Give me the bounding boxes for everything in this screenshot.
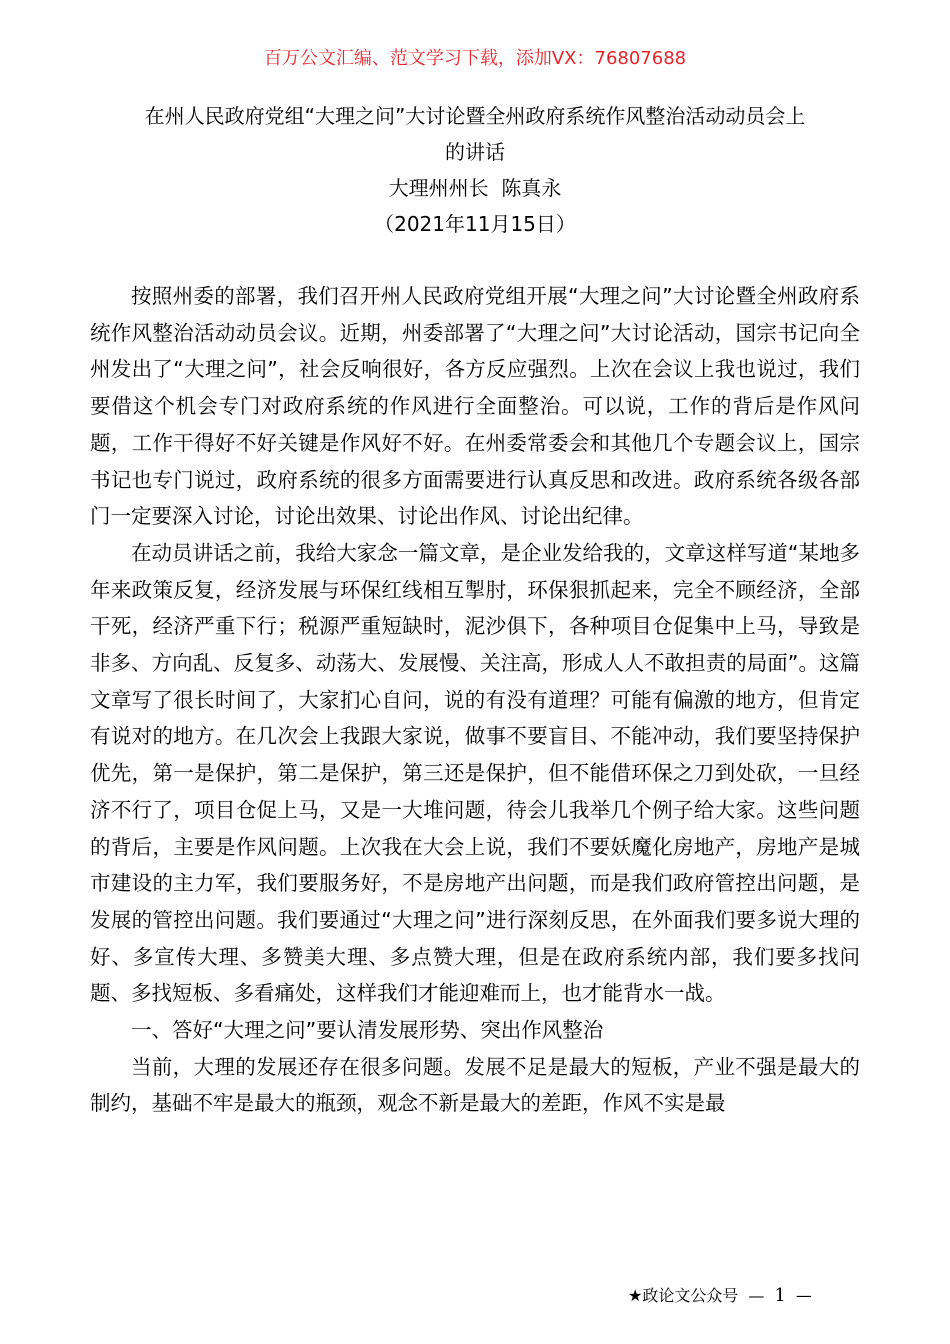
page-footer — [628, 1285, 812, 1307]
body-paragraph: 当前，大理的发展还存在很多问题。发展不足是最大的短板，产业不强是最大的制约，基础不牢是最大的瓶颈，观念不新是最大的差距，作风不实是最 — [90, 1054, 860, 1116]
body-paragraph: 在动员讲话之前，我给大家念一篇文章，是企业发给我的，文章这样写道“某地多年来政策反复，经济发展与环保红线相互掣肘，环保狠抓起来，完全不顾经济，全部干死，经济严重下行；税源严重短缺时，泥沙俱下，各种项目仓促集中上马，导致是非多、方向乱、反复多、动荡大、发展慢、关注高，形成人人不敢担责的局面”。这篇文章写了很长时间了，大家扪心自问，说的有没有道理？可能有偏激的地方，但肯定有说对的地方。在几次会上我跟大家说，做事不要盲目、不能冲动，我们要坚持保护优先，第一是保护，第二是保护，第三还是保护，但不能借环保之刀到处砍，一旦经济不行了，项目仓促上马，又是一大堆问题，待会儿我举几个例子给大家。这些问题的背后，主要是作风问题。上次我在大会上说，我们不要妖魔化房地产，房地产是城市建设的主力军，我们要服务好，不是房地产出问题，而是我们政府管控出问题，是发展的管控出问题。我们要通过“大理之问”进行深刻反思，在外面我们要多说大理的好、多宣传大理、多赞美大理、多点赞大理，但是在政府系统内部，我们要多找问题、多找短板、多看痛处，这样我们才能迎难而上，也才能背水一战。 — [90, 540, 860, 1006]
speech-body — [90, 278, 860, 1122]
footer-dash-left: — — [748, 1286, 765, 1305]
footer-source: ★政论文公众号 — [628, 1286, 739, 1305]
speech-date: （2021年11月15日） — [374, 212, 576, 236]
speech-title-line-1: 在州人民政府党组“大理之问”大讨论暨全州政府系统作风整治活动动员会上 — [144, 104, 806, 128]
header-watermark-note: 百万公文汇编、范文学习下载，添加VX：76807688 — [263, 48, 687, 69]
speech-title-block — [80, 98, 870, 242]
speech-title-line-2: 的讲话 — [445, 140, 505, 164]
section-heading: 一、答好“大理之问”要认清发展形势、突出作风整治 — [131, 1018, 604, 1043]
footer-dash-right: — — [795, 1286, 812, 1305]
page-number: 1 — [774, 1285, 786, 1306]
body-paragraph: 按照州委的部署，我们召开州人民政府党组开展“大理之问”大讨论暨全州政府系统作风整治活动动员会议。近期，州委部署了“大理之问”大讨论活动，国宗书记向全州发出了“大理之问”，社会反响很好，各方反应强烈。上次在会议上我也说过，我们要借这个机会专门对政府系统的作风进行全面整治。可以说，工作的背后是作风问题，工作干得好不好关键是作风好不好。在州委常委会和其他几个专题会议上，国宗书记也专门说过，政府系统的很多方面需要进行认真反思和改进。政府系统各级各部门一定要深入讨论，讨论出效果、讨论出作风、讨论出纪律。 — [90, 284, 860, 529]
speech-author: 大理州州长 陈真永 — [388, 176, 562, 200]
